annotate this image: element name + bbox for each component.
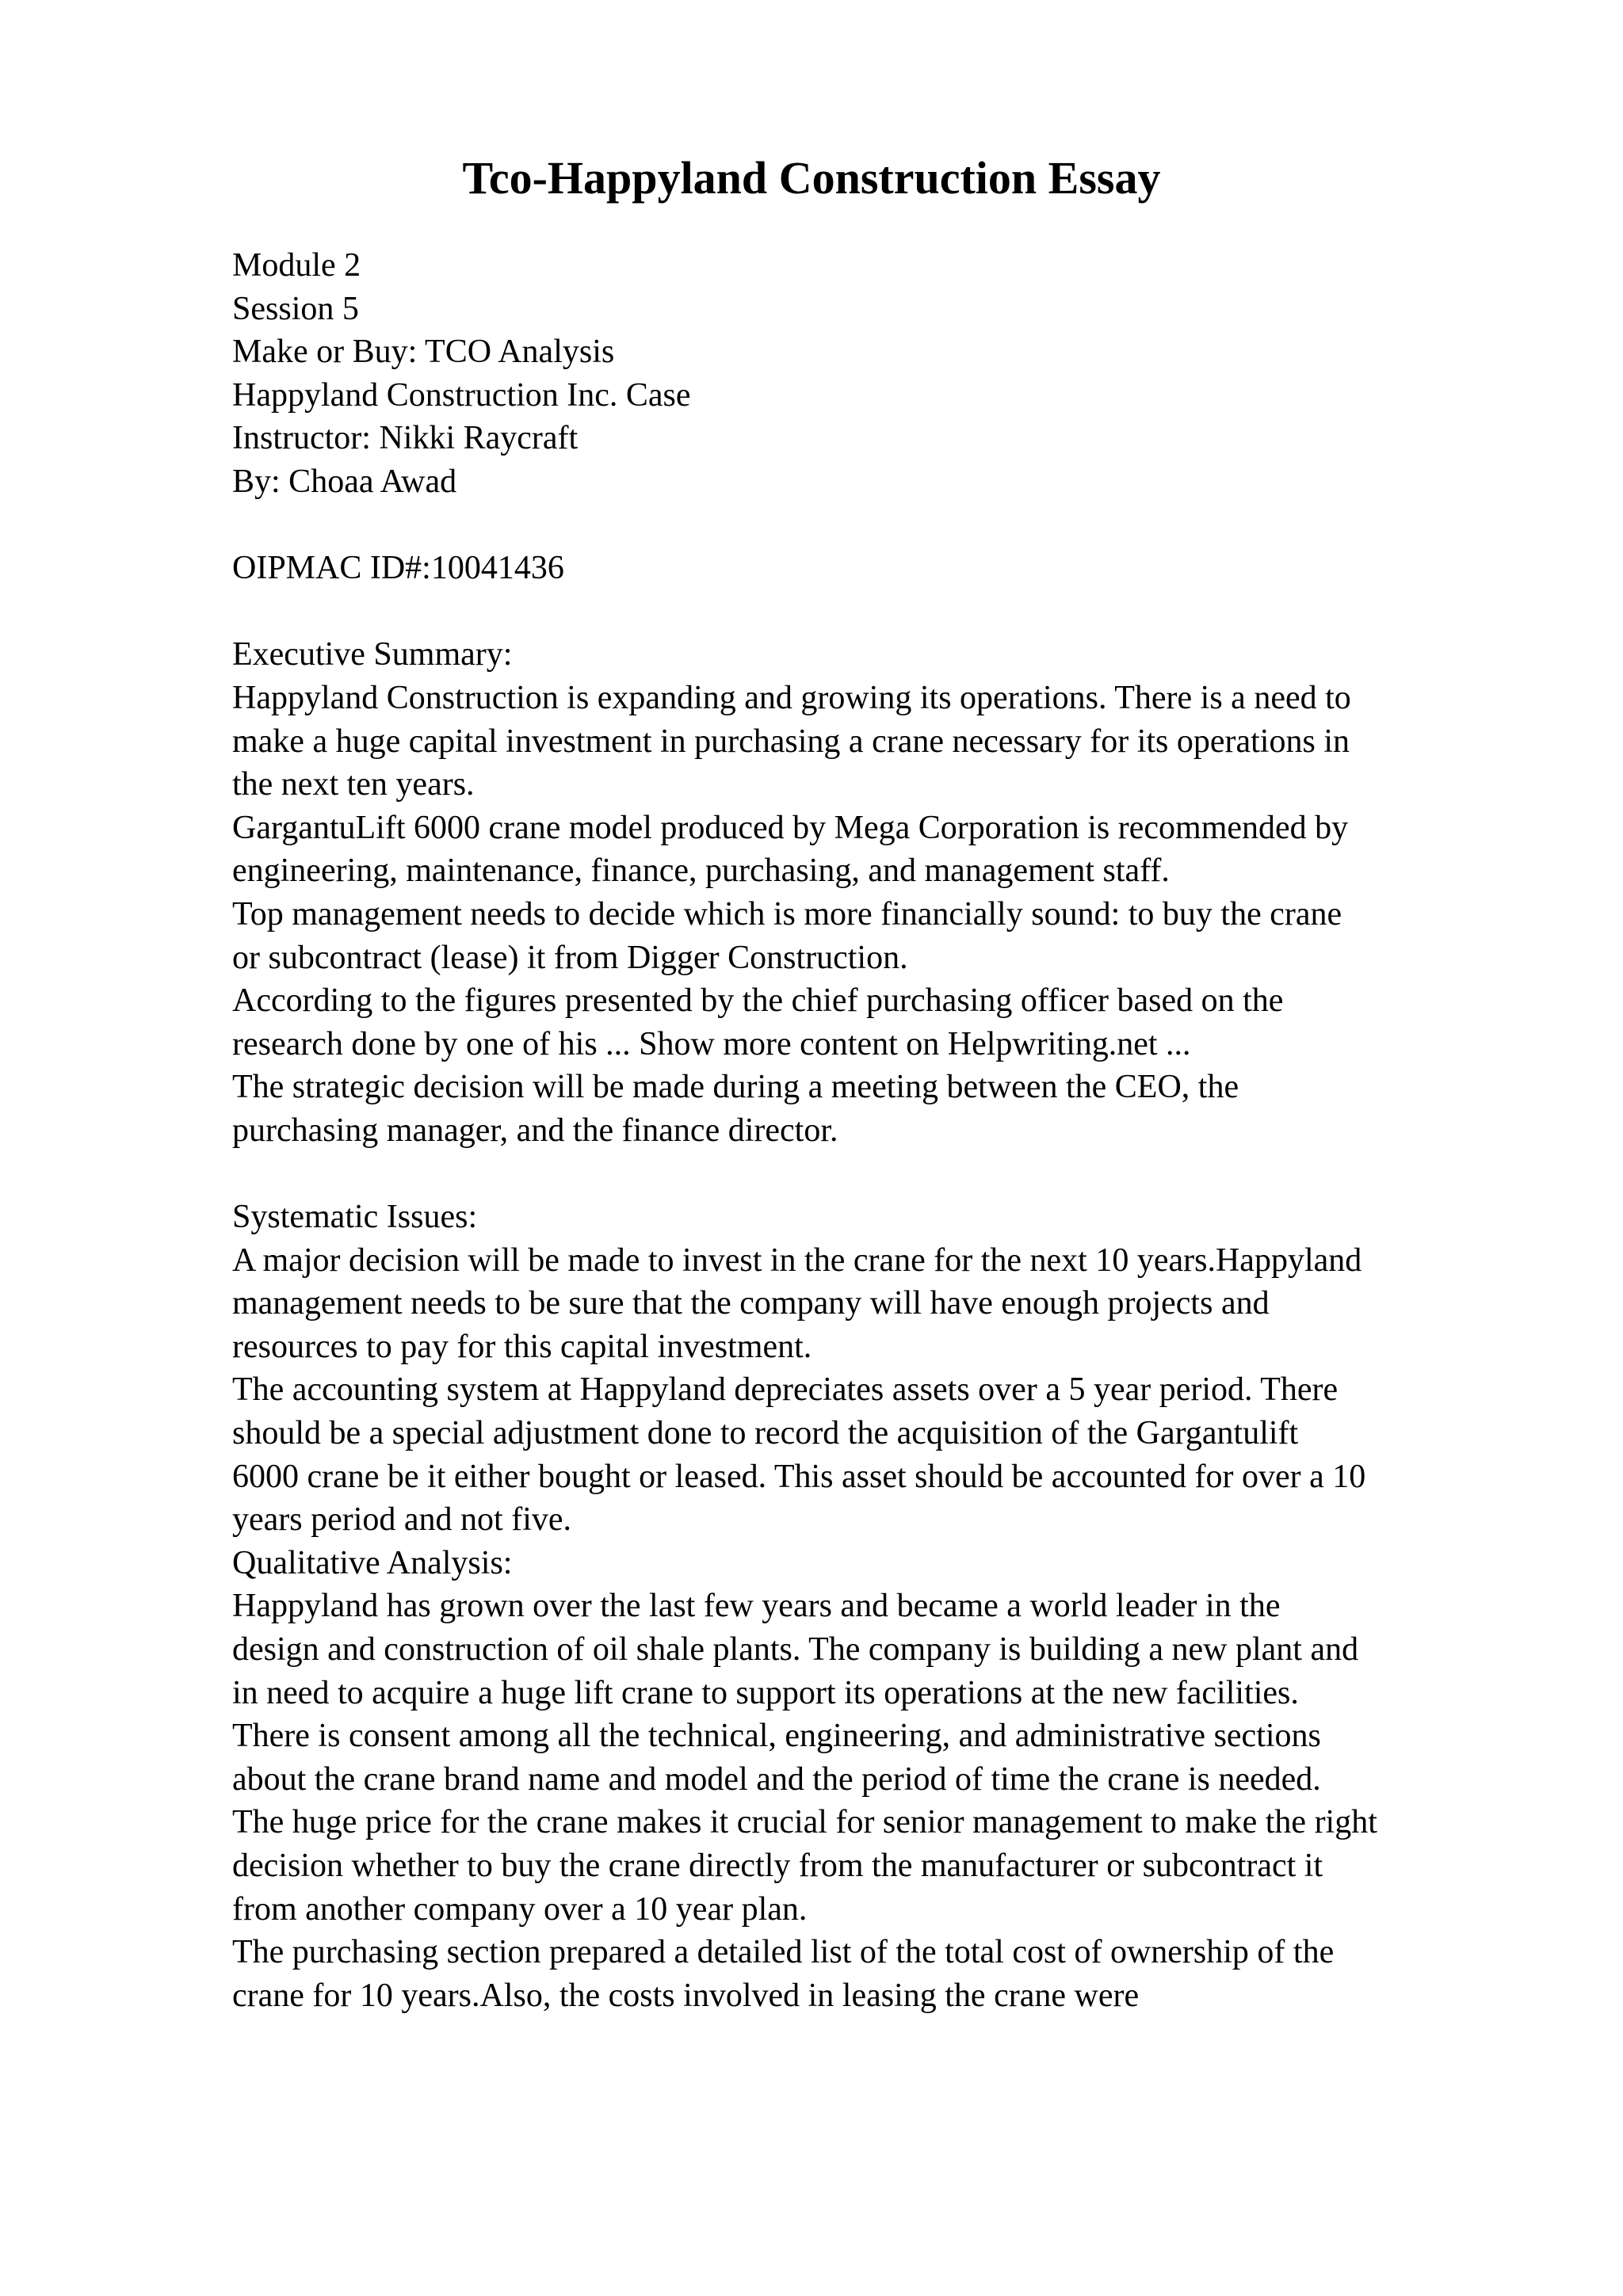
executive-summary-line: make a huge capital investment in purchasing a crane necessary for its operations in: [232, 723, 1350, 760]
author-line: By: Choaa Awad: [232, 463, 457, 500]
qualitative-analysis-section: [232, 1542, 1540, 2018]
spacer: [232, 1152, 1540, 1196]
qualitative-analysis-line: from another company over a 10 year plan.: [232, 1890, 808, 1928]
spacer: [232, 504, 1540, 547]
qualitative-analysis-line: crane for 10 years.Also, the costs involved in leasing the crane were: [232, 1977, 1140, 2014]
qualitative-analysis-line: The purchasing section prepared a detailed list of the total cost of ownership of the: [232, 1934, 1335, 1971]
instructor-line: Instructor: Nikki Raycraft: [232, 420, 579, 457]
systematic-issues-line: resources to pay for this capital investment.: [232, 1328, 812, 1365]
systematic-issues-line: 6000 crane be it either bought or leased. This asset should be accounted for over a 10: [232, 1458, 1366, 1495]
executive-summary-line: engineering, maintenance, finance, purchasing, and management staff.: [232, 852, 1170, 890]
module-line: Module 2: [232, 247, 361, 284]
executive-summary-line: purchasing manager, and the finance director.: [232, 1112, 838, 1149]
executive-summary-line: or subcontract (lease) it from Digger Construction.: [232, 939, 908, 976]
case-line: Happyland Construction Inc. Case: [232, 376, 691, 414]
executive-summary-section: [232, 633, 1540, 1152]
qualitative-analysis-line: There is consent among all the technical, engineering, and administrative sections: [232, 1718, 1321, 1755]
document-title: Tco-Happyland Construction Essay: [462, 152, 1161, 204]
executive-summary-line: the next ten years.: [232, 766, 475, 803]
qualitative-analysis-line: The huge price for the crane makes it crucial for senior management to make the right: [232, 1804, 1377, 1841]
systematic-issues-line: The accounting system at Happyland depreciates assets over a 5 year period. There: [232, 1371, 1338, 1409]
qualitative-analysis-line: design and construction of oil shale plants. The company is building a new plant and: [232, 1631, 1359, 1668]
systematic-issues-line: A major decision will be made to invest in the crane for the next 10 years.Happyland: [232, 1241, 1362, 1279]
qualitative-analysis-line: Happyland has grown over the last few years and became a world leader in the: [232, 1588, 1281, 1625]
id-line: OIPMAC ID#:10041436: [232, 550, 564, 587]
qualitative-analysis-heading: Qualitative Analysis:: [232, 1544, 513, 1581]
qualitative-analysis-line: in need to acquire a huge lift crane to support its operations at the new facilities.: [232, 1674, 1299, 1711]
executive-summary-line: The strategic decision will be made during a meeting between the CEO, the: [232, 1069, 1239, 1106]
header-block: [232, 244, 1540, 504]
executive-summary-line: Happyland Construction is expanding and growing its operations. There is a need to: [232, 679, 1351, 716]
spacer: [232, 590, 1540, 634]
systematic-issues-section: [232, 1196, 1540, 1542]
systematic-issues-heading: Systematic Issues:: [232, 1199, 478, 1236]
executive-summary-heading: Executive Summary:: [232, 636, 513, 673]
qualitative-analysis-line: decision whether to buy the crane directly from the manufacturer or subcontract it: [232, 1847, 1323, 1884]
session-line: Session 5: [232, 290, 359, 327]
systematic-issues-line: should be a special adjustment done to record the acquisition of the Gargantulift: [232, 1415, 1299, 1452]
executive-summary-line: research done by one of his ... Show more content on Helpwriting.net ...: [232, 1025, 1191, 1062]
systematic-issues-line: years period and not five.: [232, 1501, 572, 1539]
document-body: [232, 244, 1540, 2017]
systematic-issues-line: management needs to be sure that the company will have enough projects and: [232, 1285, 1270, 1322]
executive-summary-line: According to the figures presented by the chief purchasing officer based on the: [232, 982, 1284, 1020]
executive-summary-line: GargantuLift 6000 crane model produced by Mega Corporation is recommended by: [232, 809, 1349, 846]
executive-summary-line: Top management needs to decide which is more financially sound: to buy the crane: [232, 895, 1342, 933]
qualitative-analysis-line: about the crane brand name and model and the period of time the crane is needed.: [232, 1760, 1321, 1798]
subject-line: Make or Buy: TCO Analysis: [232, 334, 615, 371]
